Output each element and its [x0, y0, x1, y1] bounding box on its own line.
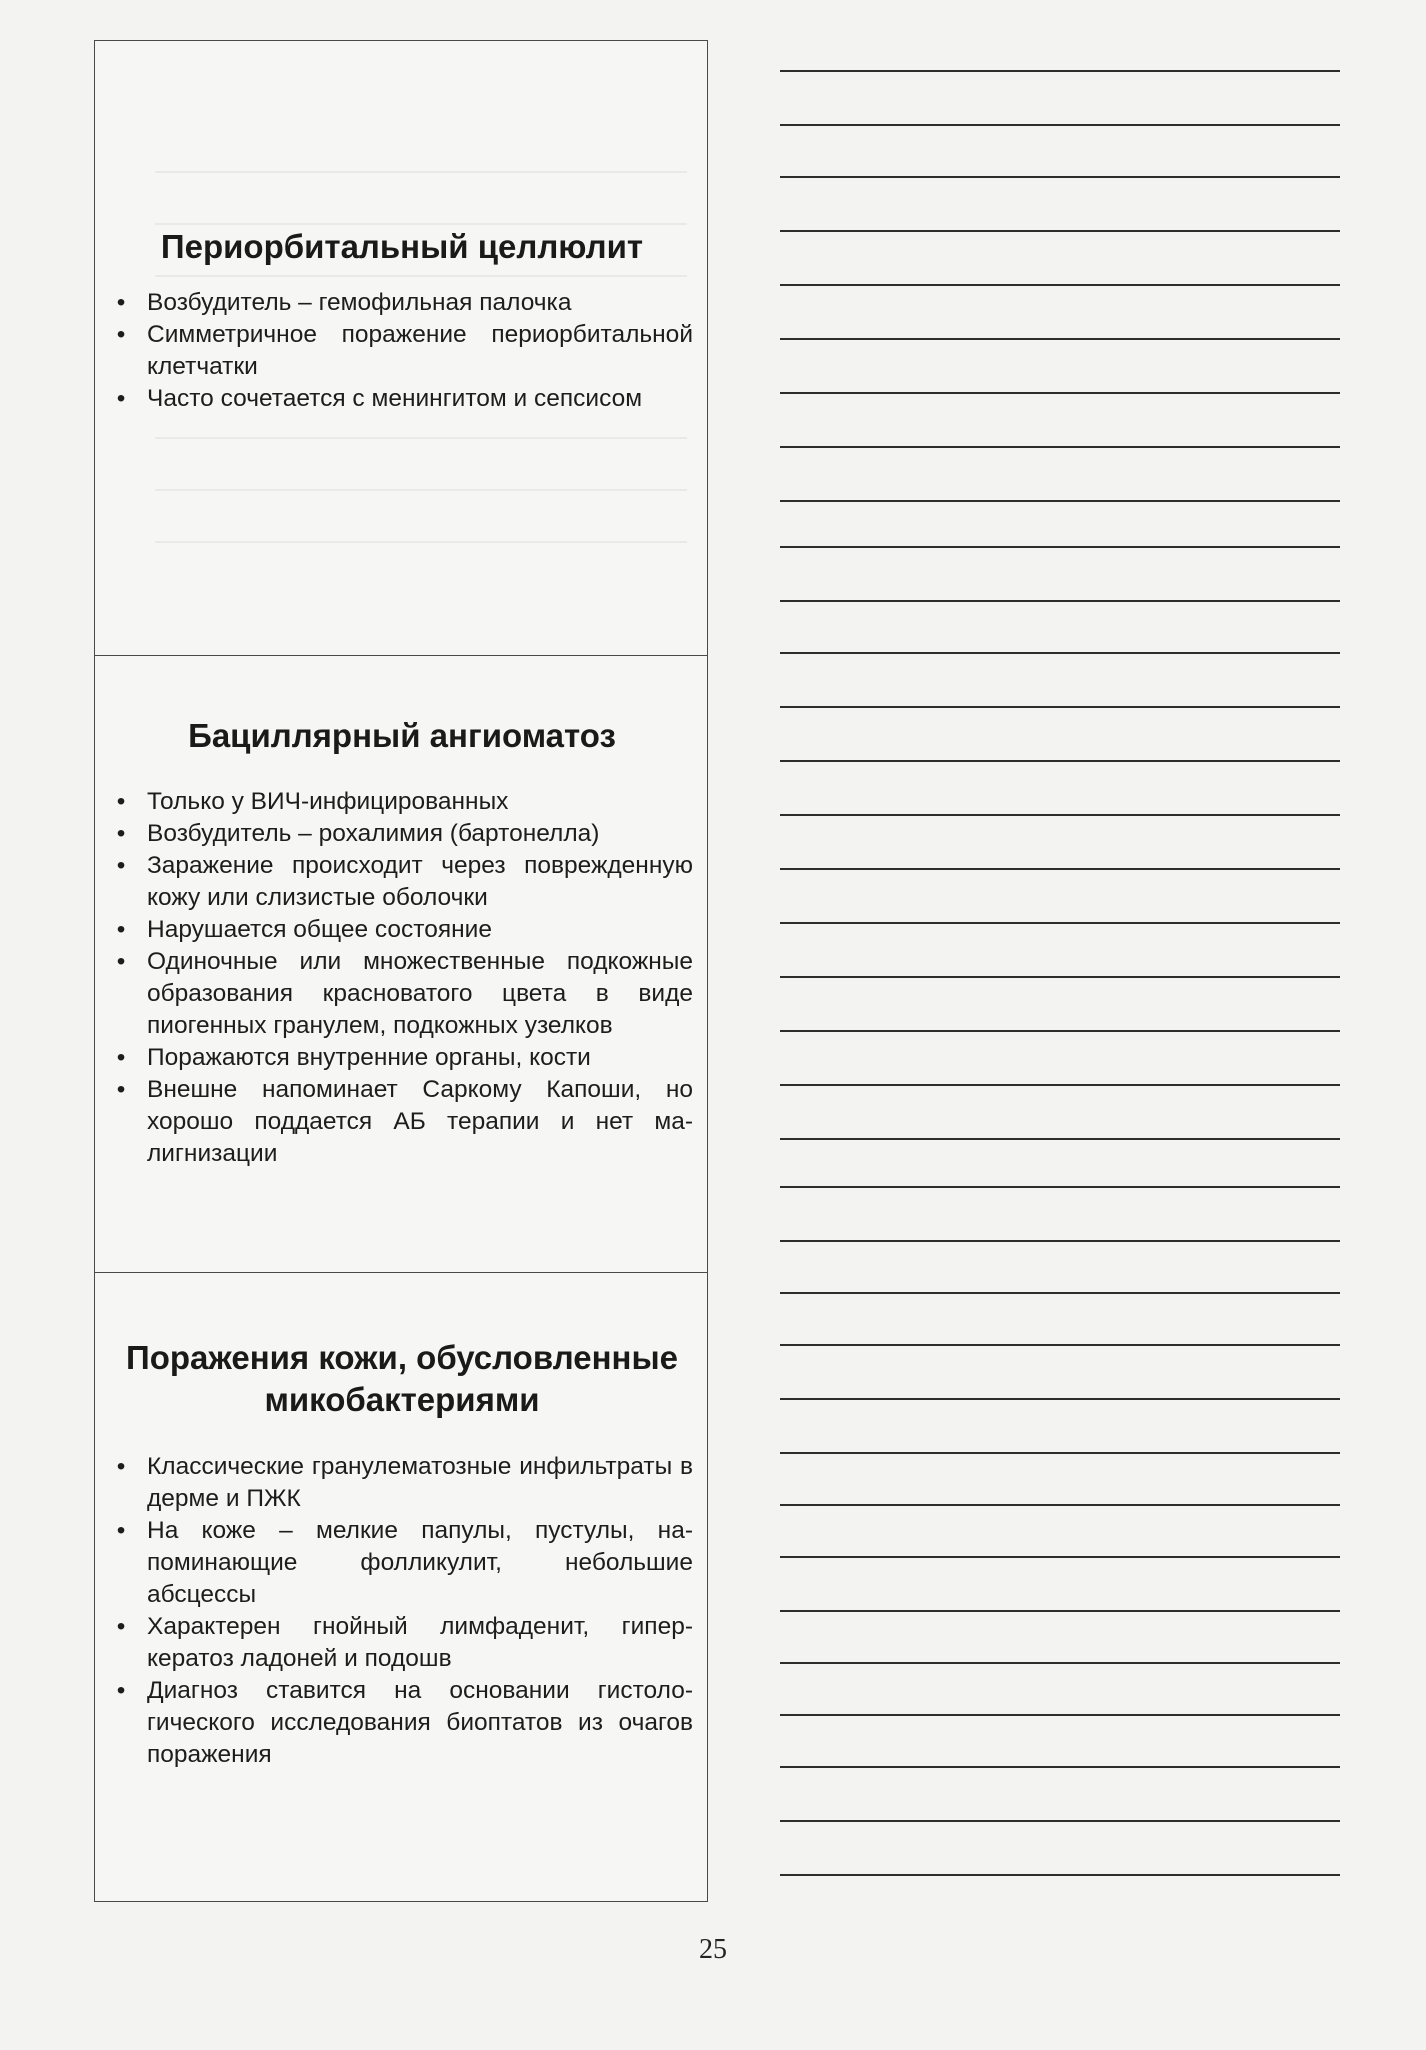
bullet-icon: • — [116, 385, 126, 412]
note-line — [780, 1820, 1340, 1822]
slide-periorbital-cellulitis — [95, 41, 707, 655]
bullet-icon: • — [116, 1044, 126, 1071]
note-line — [780, 1452, 1340, 1454]
note-line — [780, 338, 1340, 340]
note-line — [780, 284, 1340, 286]
slide-mycobacterial-skin-lesions — [95, 1272, 707, 1901]
bullet-icon: • — [116, 820, 126, 847]
note-line — [780, 1714, 1340, 1716]
page-number: 25 — [699, 1934, 727, 1965]
list-item: • Симметричное поражение периорбитальной клетчатки — [111, 319, 693, 383]
note-line — [780, 1874, 1340, 1876]
slide-title: Бациллярный ангиоматоз — [188, 717, 616, 754]
note-line — [780, 976, 1340, 978]
note-line — [780, 1398, 1340, 1400]
list-item: • Внешне напоминает Саркому Капоши, но хорошо поддается АБ терапии и нет малигнизации — [111, 1074, 693, 1170]
list-item: • Возбудитель – гемофильная палочка — [111, 287, 693, 319]
bullet-icon: • — [116, 852, 126, 879]
note-line — [780, 922, 1340, 924]
note-line — [780, 868, 1340, 870]
note-line — [780, 600, 1340, 602]
note-line — [780, 1240, 1340, 1242]
note-line — [780, 230, 1340, 232]
list-item: • Характерен гнойный лимфаденит, гиперкератоз ладоней и подошв — [111, 1611, 693, 1675]
list-item: • Классические гранулематозные инфильтраты в дерме и ПЖК — [111, 1451, 693, 1515]
bullet-icon: • — [116, 948, 126, 975]
list-item: • Только у ВИЧ-инфицированных — [111, 786, 693, 818]
note-line — [780, 652, 1340, 654]
bullet-list — [111, 287, 693, 415]
bullet-icon: • — [116, 1613, 126, 1640]
list-item: • Заражение происходит через поврежденную кожу или слизистые оболочки — [111, 850, 693, 914]
notes-lines-area — [780, 0, 1340, 1920]
list-item: • Возбудитель – рохалимия (бартонелла) — [111, 818, 693, 850]
list-item: • Часто сочетается с менингитом и сепсисом — [111, 383, 693, 415]
note-line — [780, 1662, 1340, 1664]
bullet-icon: • — [116, 1453, 126, 1480]
note-line — [780, 1138, 1340, 1140]
bullet-icon: • — [116, 321, 126, 348]
bullet-icon: • — [116, 916, 126, 943]
note-line — [780, 546, 1340, 548]
bullet-list — [111, 786, 693, 1170]
bullet-icon: • — [116, 788, 126, 815]
bullet-icon: • — [116, 1076, 126, 1103]
list-item: • Поражаются внутренние органы, кости — [111, 1042, 693, 1074]
note-line — [780, 760, 1340, 762]
note-line — [780, 124, 1340, 126]
note-line — [780, 500, 1340, 502]
note-line — [780, 1504, 1340, 1506]
bullet-icon: • — [116, 289, 126, 316]
slide-title: Поражения кожи, обусловленные микобактериями — [126, 1339, 678, 1418]
note-line — [780, 1610, 1340, 1612]
slides-column — [94, 40, 708, 1902]
bullet-list — [111, 1451, 693, 1771]
note-line — [780, 1186, 1340, 1188]
note-line — [780, 70, 1340, 72]
note-line — [780, 1084, 1340, 1086]
slide-bacillary-angiomatosis — [95, 655, 707, 1272]
note-line — [780, 1030, 1340, 1032]
bullet-icon: • — [116, 1517, 126, 1544]
slide-title: Периорбитальный целлюлит — [160, 228, 644, 265]
note-line — [780, 706, 1340, 708]
note-line — [780, 446, 1340, 448]
note-line — [780, 1344, 1340, 1346]
note-line — [780, 814, 1340, 816]
list-item: • Нарушается общее состояние — [111, 914, 693, 946]
note-line — [780, 1556, 1340, 1558]
note-line — [780, 392, 1340, 394]
note-line — [780, 1766, 1340, 1768]
list-item: • Одиночные или множественные подкожные образования красноватого цвета в виде пиогенных гранулем, подкожных узелков — [111, 946, 693, 1042]
note-line — [780, 176, 1340, 178]
list-item: • На коже – мелкие папулы, пустулы, напоминающие фолликулит, небольшие абсцессы — [111, 1515, 693, 1611]
list-item: • Диагноз ставится на основании гистологического исследования биоптатов из очагов поражения — [111, 1675, 693, 1771]
bullet-icon: • — [116, 1677, 126, 1704]
note-line — [780, 1292, 1340, 1294]
